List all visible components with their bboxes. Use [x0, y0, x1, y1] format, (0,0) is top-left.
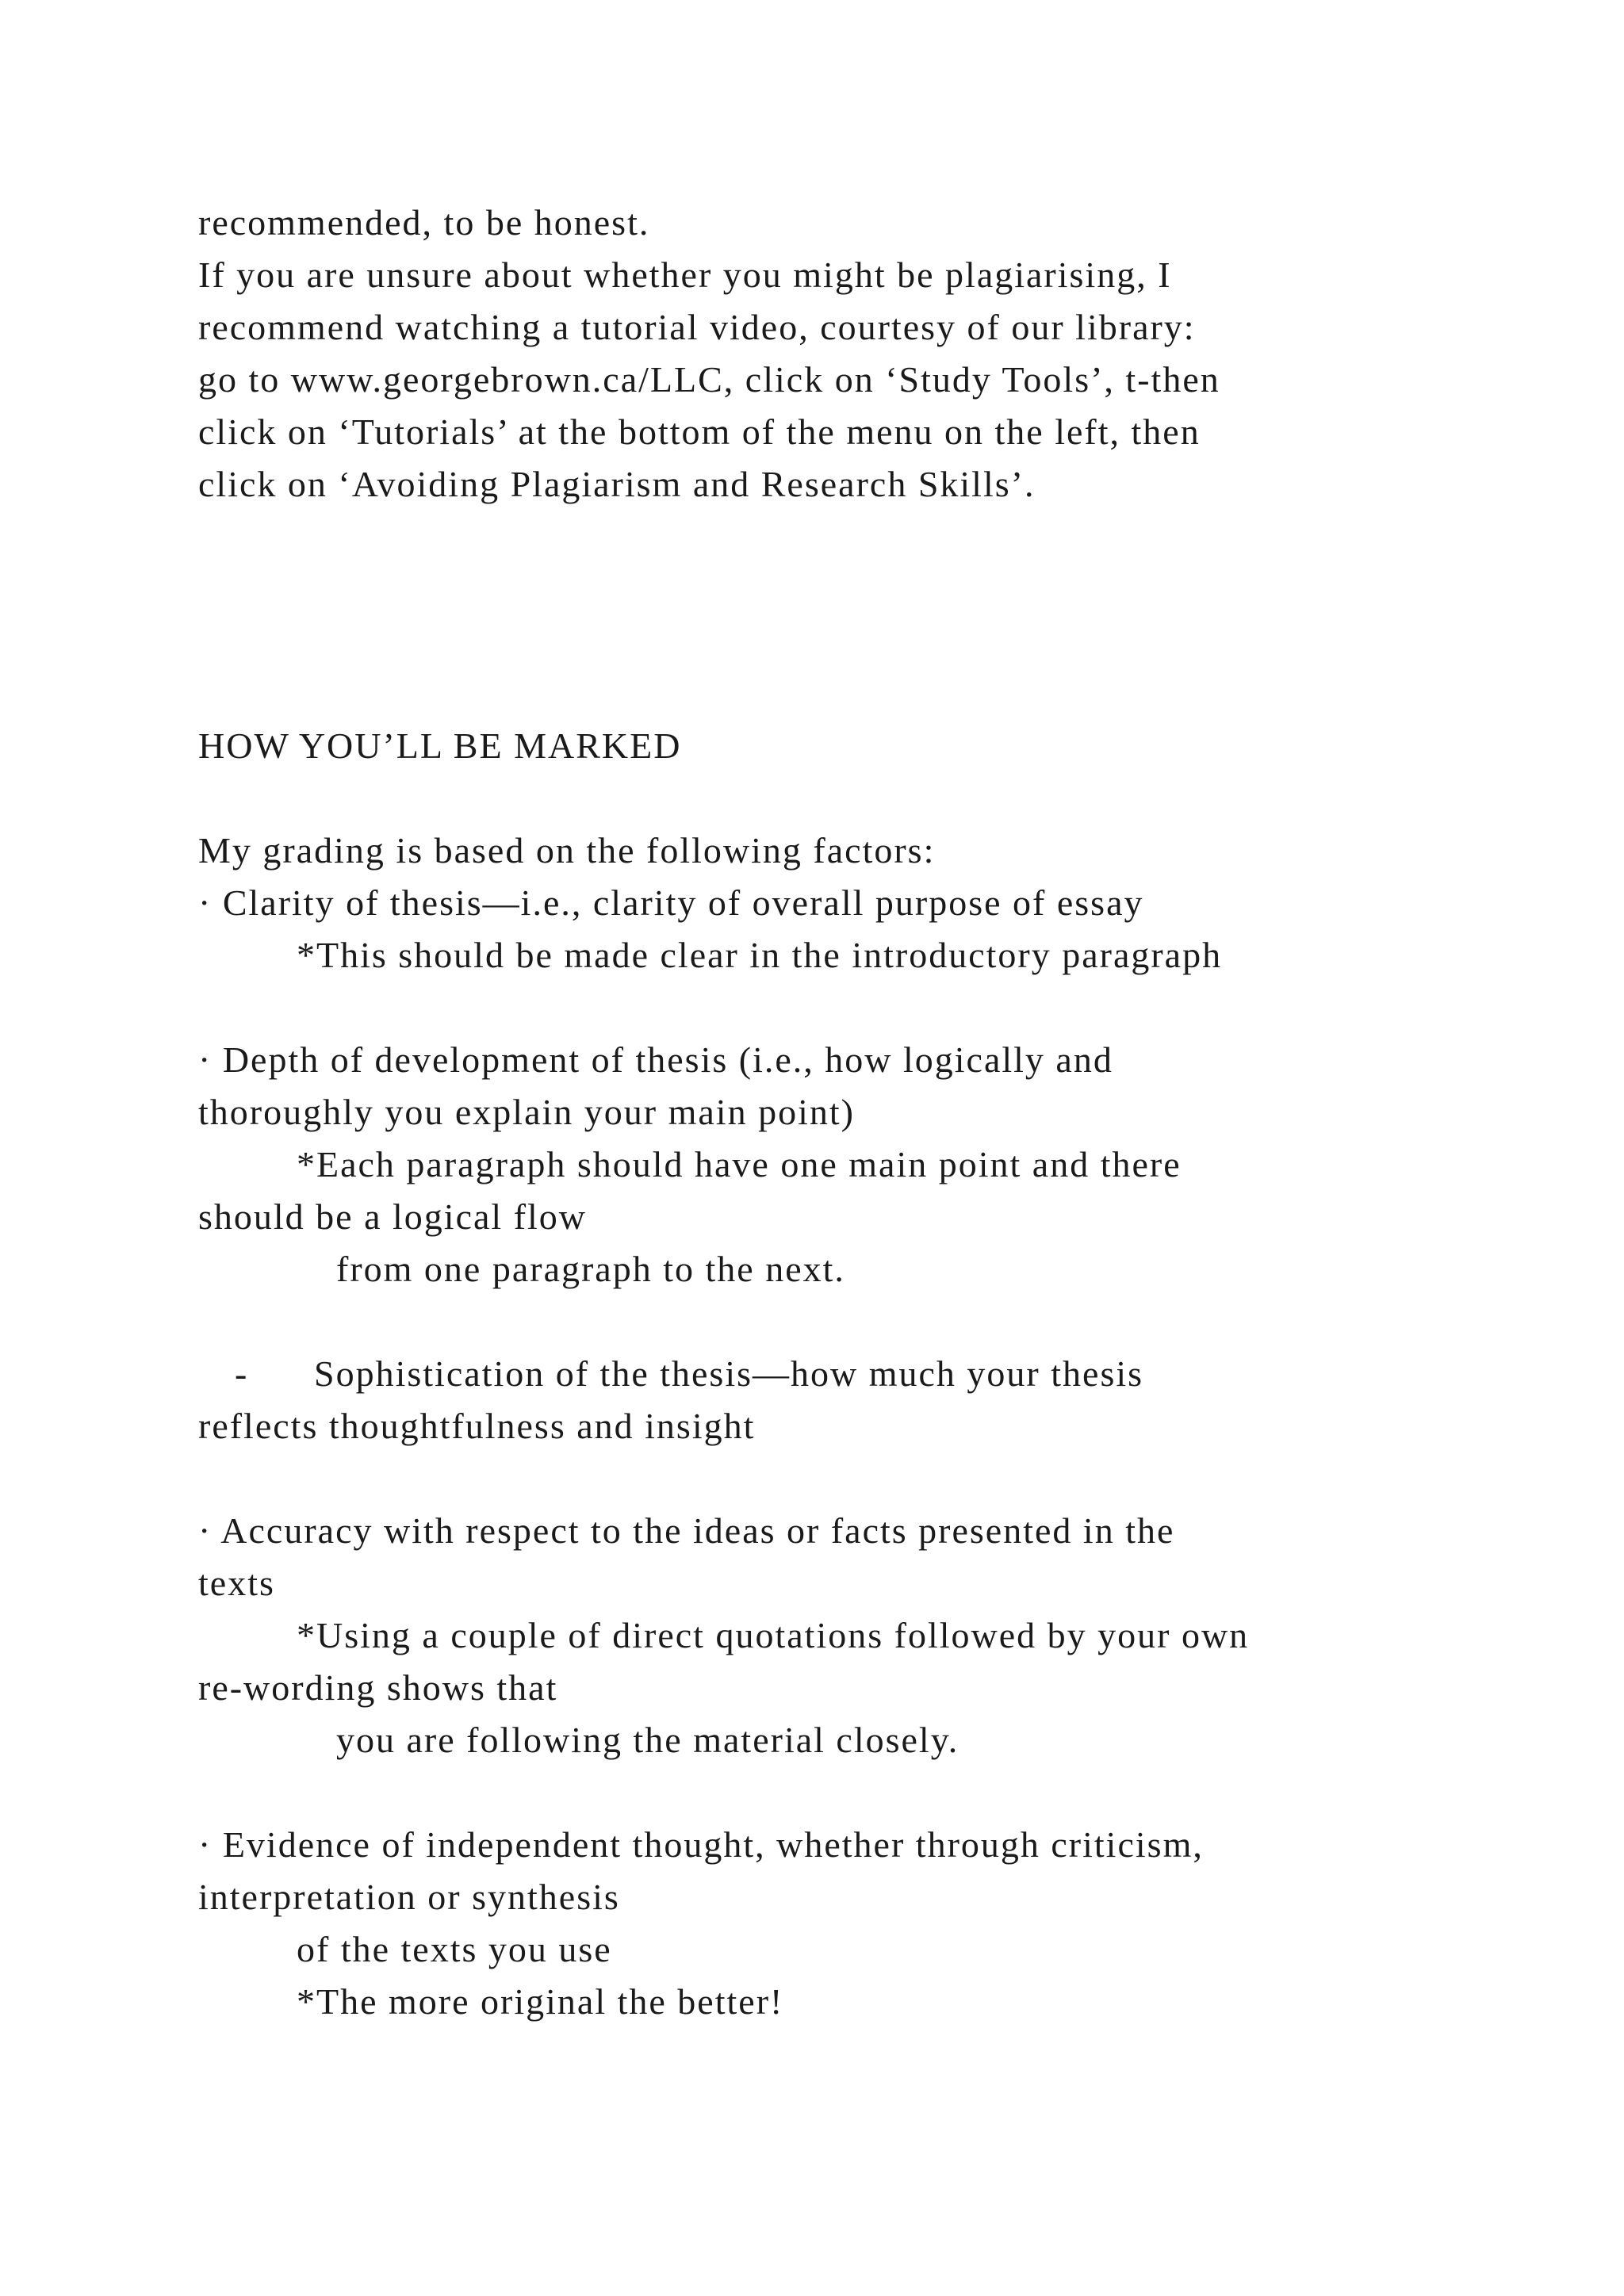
factor-independent-sub: of the texts you use	[297, 1929, 612, 1969]
intro-line: recommended, to be honest.	[198, 202, 650, 243]
factor-depth-note-cont: should be a logical flow	[198, 1196, 588, 1237]
intro-line: If you are unsure about whether you might be plagiarising, I	[198, 254, 1172, 295]
blank-line	[198, 1766, 1515, 1819]
document-text	[198, 197, 1515, 2028]
factor-independent-bullet: · Evidence of independent thought, whether through criticism,	[198, 1824, 1204, 1865]
blank-line	[198, 1452, 1515, 1505]
factor-sophistication-text: Sophistication of the thesis—how much your thesis	[314, 1353, 1144, 1394]
intro-line: click on ‘Tutorials’ at the bottom of the menu on the left, then	[198, 411, 1201, 452]
intro-line: recommend watching a tutorial video, courtesy of our library:	[198, 307, 1196, 347]
factor-depth-bullet: · Depth of development of thesis (i.e., how logically and	[198, 1039, 1113, 1080]
factor-independent-note: *The more original the better!	[297, 1981, 784, 2022]
blank-line	[198, 563, 1515, 615]
blank-line	[198, 772, 1515, 825]
blank-line	[198, 668, 1515, 720]
factor-sophistication-cont: reflects thoughtfulness and insight	[198, 1406, 756, 1446]
factor-accuracy-bullet-cont: texts	[198, 1563, 275, 1603]
blank-line	[198, 615, 1515, 668]
intro-line: go to www.georgebrown.ca/LLC, click on ‘Study Tools’, t-then	[198, 359, 1220, 400]
blank-line	[198, 982, 1515, 1034]
factor-depth-note-cont: from one paragraph to the next.	[336, 1249, 845, 1289]
blank-line	[198, 1295, 1515, 1348]
dash-marker: -	[235, 1353, 249, 1394]
intro-line: click on ‘Avoiding Plagiarism and Research Skills’.	[198, 464, 1036, 504]
factor-depth-note: *Each paragraph should have one main point and there	[297, 1144, 1182, 1184]
factor-sophistication-line	[198, 1348, 1515, 1400]
factor-independent-bullet-cont: interpretation or synthesis	[198, 1877, 620, 1917]
factor-depth-bullet-cont: thoroughly you explain your main point)	[198, 1092, 855, 1132]
factor-accuracy-bullet: · Accuracy with respect to the ideas or facts presented in the	[198, 1510, 1175, 1551]
factor-accuracy-note-cont: re-wording shows that	[198, 1667, 558, 1708]
factor-accuracy-note-cont: you are following the material closely.	[336, 1720, 959, 1760]
section-heading: HOW YOU’LL BE MARKED	[198, 725, 682, 766]
blank-line	[198, 511, 1515, 563]
grading-intro: My grading is based on the following factors:	[198, 830, 936, 871]
factor-accuracy-note: *Using a couple of direct quotations followed by your own	[297, 1615, 1250, 1655]
factor-clarity-note: *This should be made clear in the introductory paragraph	[297, 935, 1223, 975]
factor-clarity-bullet: · Clarity of thesis—i.e., clarity of overall purpose of essay	[198, 882, 1144, 923]
